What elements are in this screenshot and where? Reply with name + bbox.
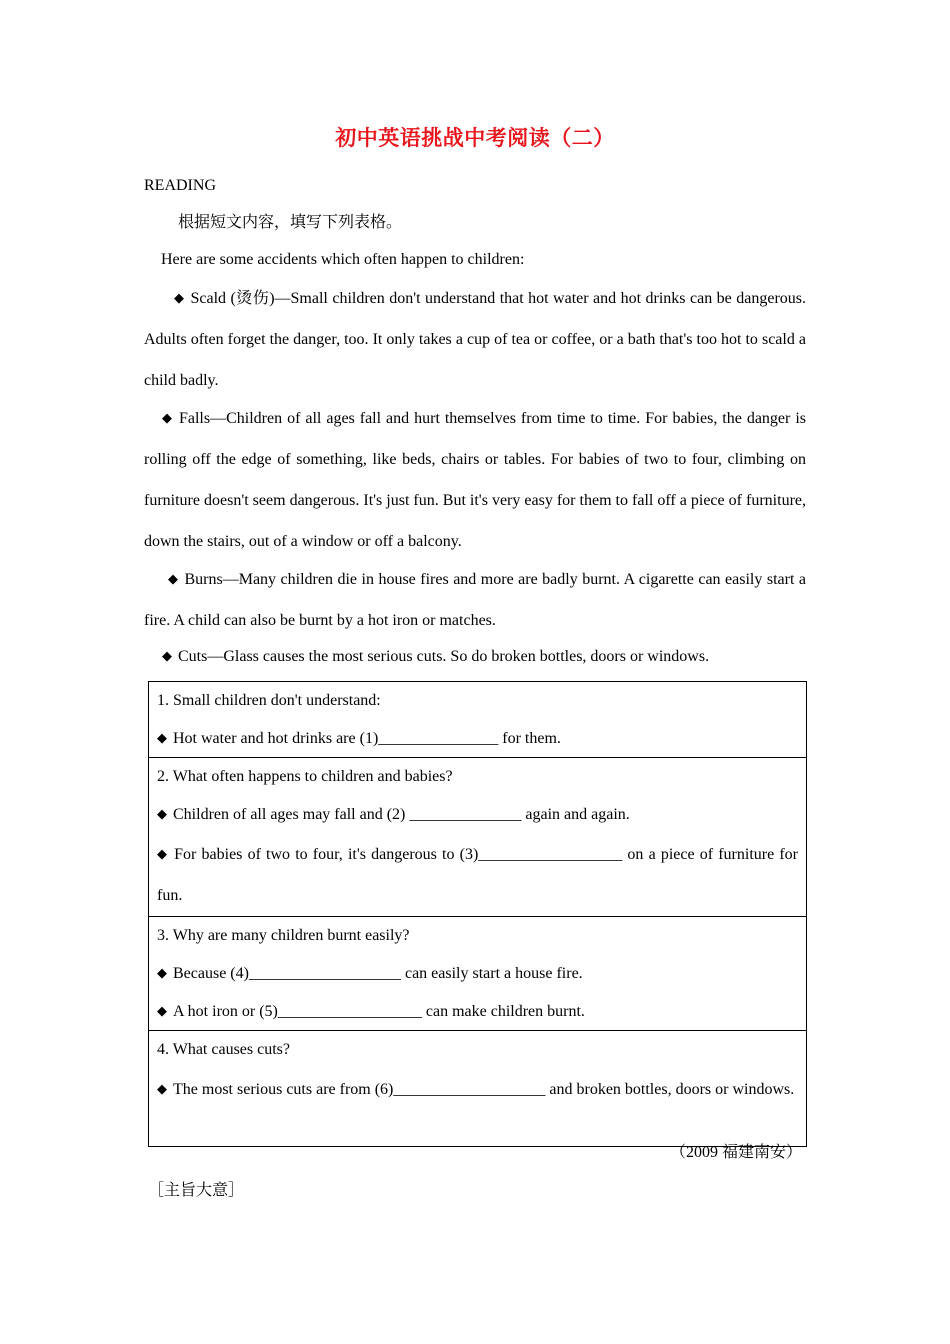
table-question: 4. What causes cuts? <box>157 1041 290 1058</box>
table-row <box>149 758 807 917</box>
table-question: 2. What often happens to children and babies? <box>157 768 453 785</box>
diamond-bullet-icon: ◆ <box>157 730 167 745</box>
table-row <box>149 1031 807 1147</box>
source-citation: （2009 福建南安） <box>669 1144 802 1161</box>
table-question: 3. Why are many children burnt easily? <box>157 927 410 944</box>
diamond-bullet-icon: ◆ <box>157 846 169 861</box>
table-cell <box>149 1031 807 1147</box>
paragraph-text: Burns—Many children die in house fires and more are badly burnt. A cigarette can easily start a fire. A child can also be burnt by a hot iron or matches. <box>144 571 806 629</box>
paragraph-text: Falls—Children of all ages fall and hurt themselves from time to time. For babies, the danger is rolling off the edge of something, like beds, chairs or tables. For babies of two to four, climbing on furniture doesn't seem dangerous. It's just fun. But it's very easy for them to fall off a piece of furniture, down the stairs, out of a window or off a balcony. <box>144 410 807 550</box>
table-cell <box>149 758 807 917</box>
section-heading-main-idea: ［主旨大意］ <box>148 1182 245 1199</box>
passage-paragraph-falls <box>144 397 806 562</box>
table-row <box>149 682 807 758</box>
table-cell <box>149 917 807 1031</box>
table-item: ◆ Because (4)___________________ can easily start a house fire. <box>157 965 583 982</box>
fill-in-table <box>148 681 807 1147</box>
diamond-bullet-icon: ◆ <box>157 806 167 821</box>
section-label: READING <box>144 177 216 194</box>
diamond-bullet-icon: ◆ <box>162 648 172 663</box>
table-cell <box>149 682 807 758</box>
table-item: ◆ A hot iron or (5)__________________ can make children burnt. <box>157 1003 585 1020</box>
page-title: 初中英语挑战中考阅读（二） <box>335 126 615 150</box>
table-item: ◆ For babies of two to four, it's dangerous to (3)__________________ on a piece of furniture for fun. <box>157 846 799 904</box>
passage-paragraph-scald <box>144 277 806 401</box>
diamond-bullet-icon: ◆ <box>157 1081 167 1096</box>
table-row <box>149 917 807 1031</box>
paragraph-text: Scald (烫伤)—Small children don't understand that hot water and hot drinks can be dangerous. Adults often forget the danger, too. It only takes a cup of tea or coffee, or a bath that's too hot to scald a child badly. <box>144 290 806 389</box>
passage-paragraph-burns <box>144 558 806 641</box>
paragraph-text: Cuts—Glass causes the most serious cuts. So do broken bottles, doors or windows. <box>178 648 710 665</box>
table-item: ◆ Children of all ages may fall and (2) ______________ again and again. <box>157 806 630 823</box>
diamond-bullet-icon: ◆ <box>174 290 185 305</box>
diamond-bullet-icon: ◆ <box>162 410 173 425</box>
diamond-bullet-icon: ◆ <box>157 965 167 980</box>
table-item: ◆ The most serious cuts are from (6)___________________ and broken bottles, doors or windows. <box>157 1081 795 1098</box>
table-question: 1. Small children don't understand: <box>157 692 381 709</box>
passage-paragraph-cuts <box>162 645 709 668</box>
instruction-text: 根据短文内容，填写下列表格。 <box>178 214 403 231</box>
diamond-bullet-icon: ◆ <box>157 1003 167 1018</box>
intro-text: Here are some accidents which often happen to children: <box>161 251 525 268</box>
diamond-bullet-icon: ◆ <box>168 571 179 586</box>
table-item: ◆ Hot water and hot drinks are (1)_______________ for them. <box>157 730 561 747</box>
